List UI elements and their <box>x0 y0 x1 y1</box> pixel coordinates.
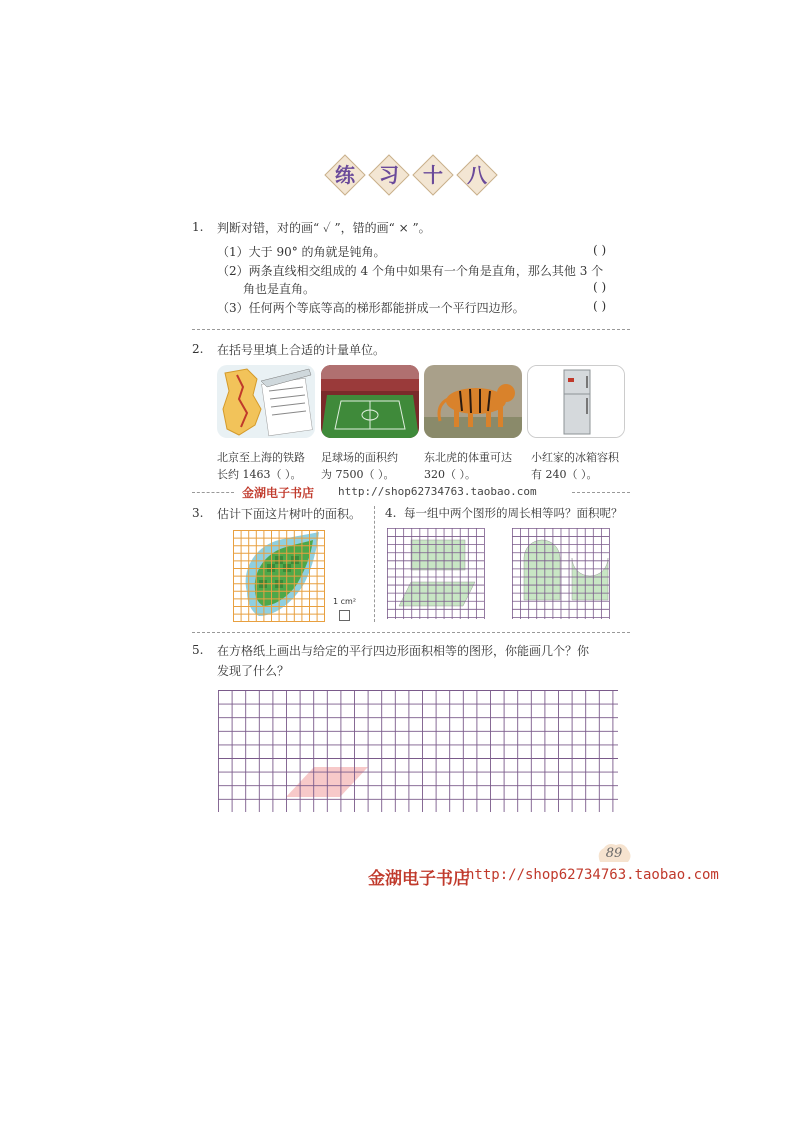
caption-tiger <box>424 449 512 483</box>
caption-line: 有 240（ ）。 <box>531 468 598 481</box>
unit-label: 1 cm² <box>333 597 357 606</box>
caption-railway <box>217 449 305 483</box>
watermark-url-large[interactable]: http://shop62734763.taobao.com <box>466 867 719 883</box>
caption-line: 为 7500（ ）。 <box>321 468 395 481</box>
title-char: 八 <box>467 163 487 187</box>
caption-line: 东北虎的体重可达 <box>424 451 512 464</box>
title-box <box>412 154 454 196</box>
q1-stem: 判断对错，对的画“ ✓ ”，错的画“ × ”。 <box>217 221 431 235</box>
answer-paren[interactable]: ( ) <box>593 243 607 257</box>
watermark-url[interactable]: http://shop62734763.taobao.com <box>338 485 537 498</box>
drawing-grid[interactable] <box>218 690 620 818</box>
unit-square <box>339 610 350 621</box>
section-divider <box>192 632 630 633</box>
stadium-image <box>321 365 419 438</box>
title-char: 十 <box>423 163 443 187</box>
title-box <box>368 154 410 196</box>
exercise-title <box>324 152 500 198</box>
answer-paren[interactable]: ( ) <box>593 280 607 294</box>
page-number: 89 <box>605 846 623 861</box>
q2-number: 2. <box>192 342 204 356</box>
railway-map-image <box>217 365 315 438</box>
section-divider <box>572 492 630 493</box>
q1-item-3: （3）任何两个等底等高的梯形都能拼成一个平行四边形。 <box>217 301 525 315</box>
caption-line: 320（ ）。 <box>424 468 476 481</box>
section-divider <box>192 492 234 493</box>
caption-stadium <box>321 449 398 483</box>
q1-item-2: （2）两条直线相交组成的 4 个角中如果有一个角是直角，那么其他 3 个 <box>217 264 604 278</box>
q1-item-2-cont: 角也是直角。 <box>243 282 316 296</box>
caption-line: 长约 1463（ ）。 <box>217 468 302 481</box>
caption-line: 北京至上海的铁路 <box>217 451 305 464</box>
q5-number: 5. <box>192 643 204 657</box>
title-box <box>456 154 498 196</box>
caption-refrigerator <box>531 449 619 483</box>
q5-stem-line2: 发现了什么？ <box>217 664 290 678</box>
watermark-shop: 金湖电子书店 <box>242 486 315 500</box>
caption-line: 足球场的面积约 <box>321 451 398 464</box>
tiger-image <box>424 365 522 438</box>
shapes-grid-left <box>387 528 485 624</box>
section-divider <box>192 329 630 330</box>
page-number-badge <box>596 842 632 866</box>
q3-stem: 估计下面这片树叶的面积。 <box>217 507 362 521</box>
q2-stem: 在括号里填上合适的计量单位。 <box>217 343 386 357</box>
q4-number: 4. <box>385 506 397 520</box>
caption-line: 小红家的冰箱容积 <box>531 451 619 464</box>
answer-paren[interactable]: ( ) <box>593 299 607 313</box>
q1-item-1: （1）大于 90° 的角就是钝角。 <box>217 245 386 259</box>
q1-number: 1. <box>192 220 204 234</box>
leaf-grid <box>233 530 325 626</box>
q4-stem: 每一组中两个图形的周长相等吗？面积呢？ <box>404 506 623 520</box>
title-char: 习 <box>379 163 399 187</box>
title-box <box>324 154 366 196</box>
title-char: 练 <box>335 163 355 187</box>
q3-number: 3. <box>192 506 204 520</box>
column-divider <box>374 506 375 622</box>
leaf-grid-drawing <box>233 530 325 622</box>
shapes-grid-right <box>512 528 610 624</box>
q5-stem-line1: 在方格纸上画出与给定的平行四边形面积相等的图形，你能画几个？你 <box>217 644 590 658</box>
refrigerator-image <box>527 365 625 438</box>
watermark-shop-large: 金湖电子书店 <box>368 869 470 889</box>
